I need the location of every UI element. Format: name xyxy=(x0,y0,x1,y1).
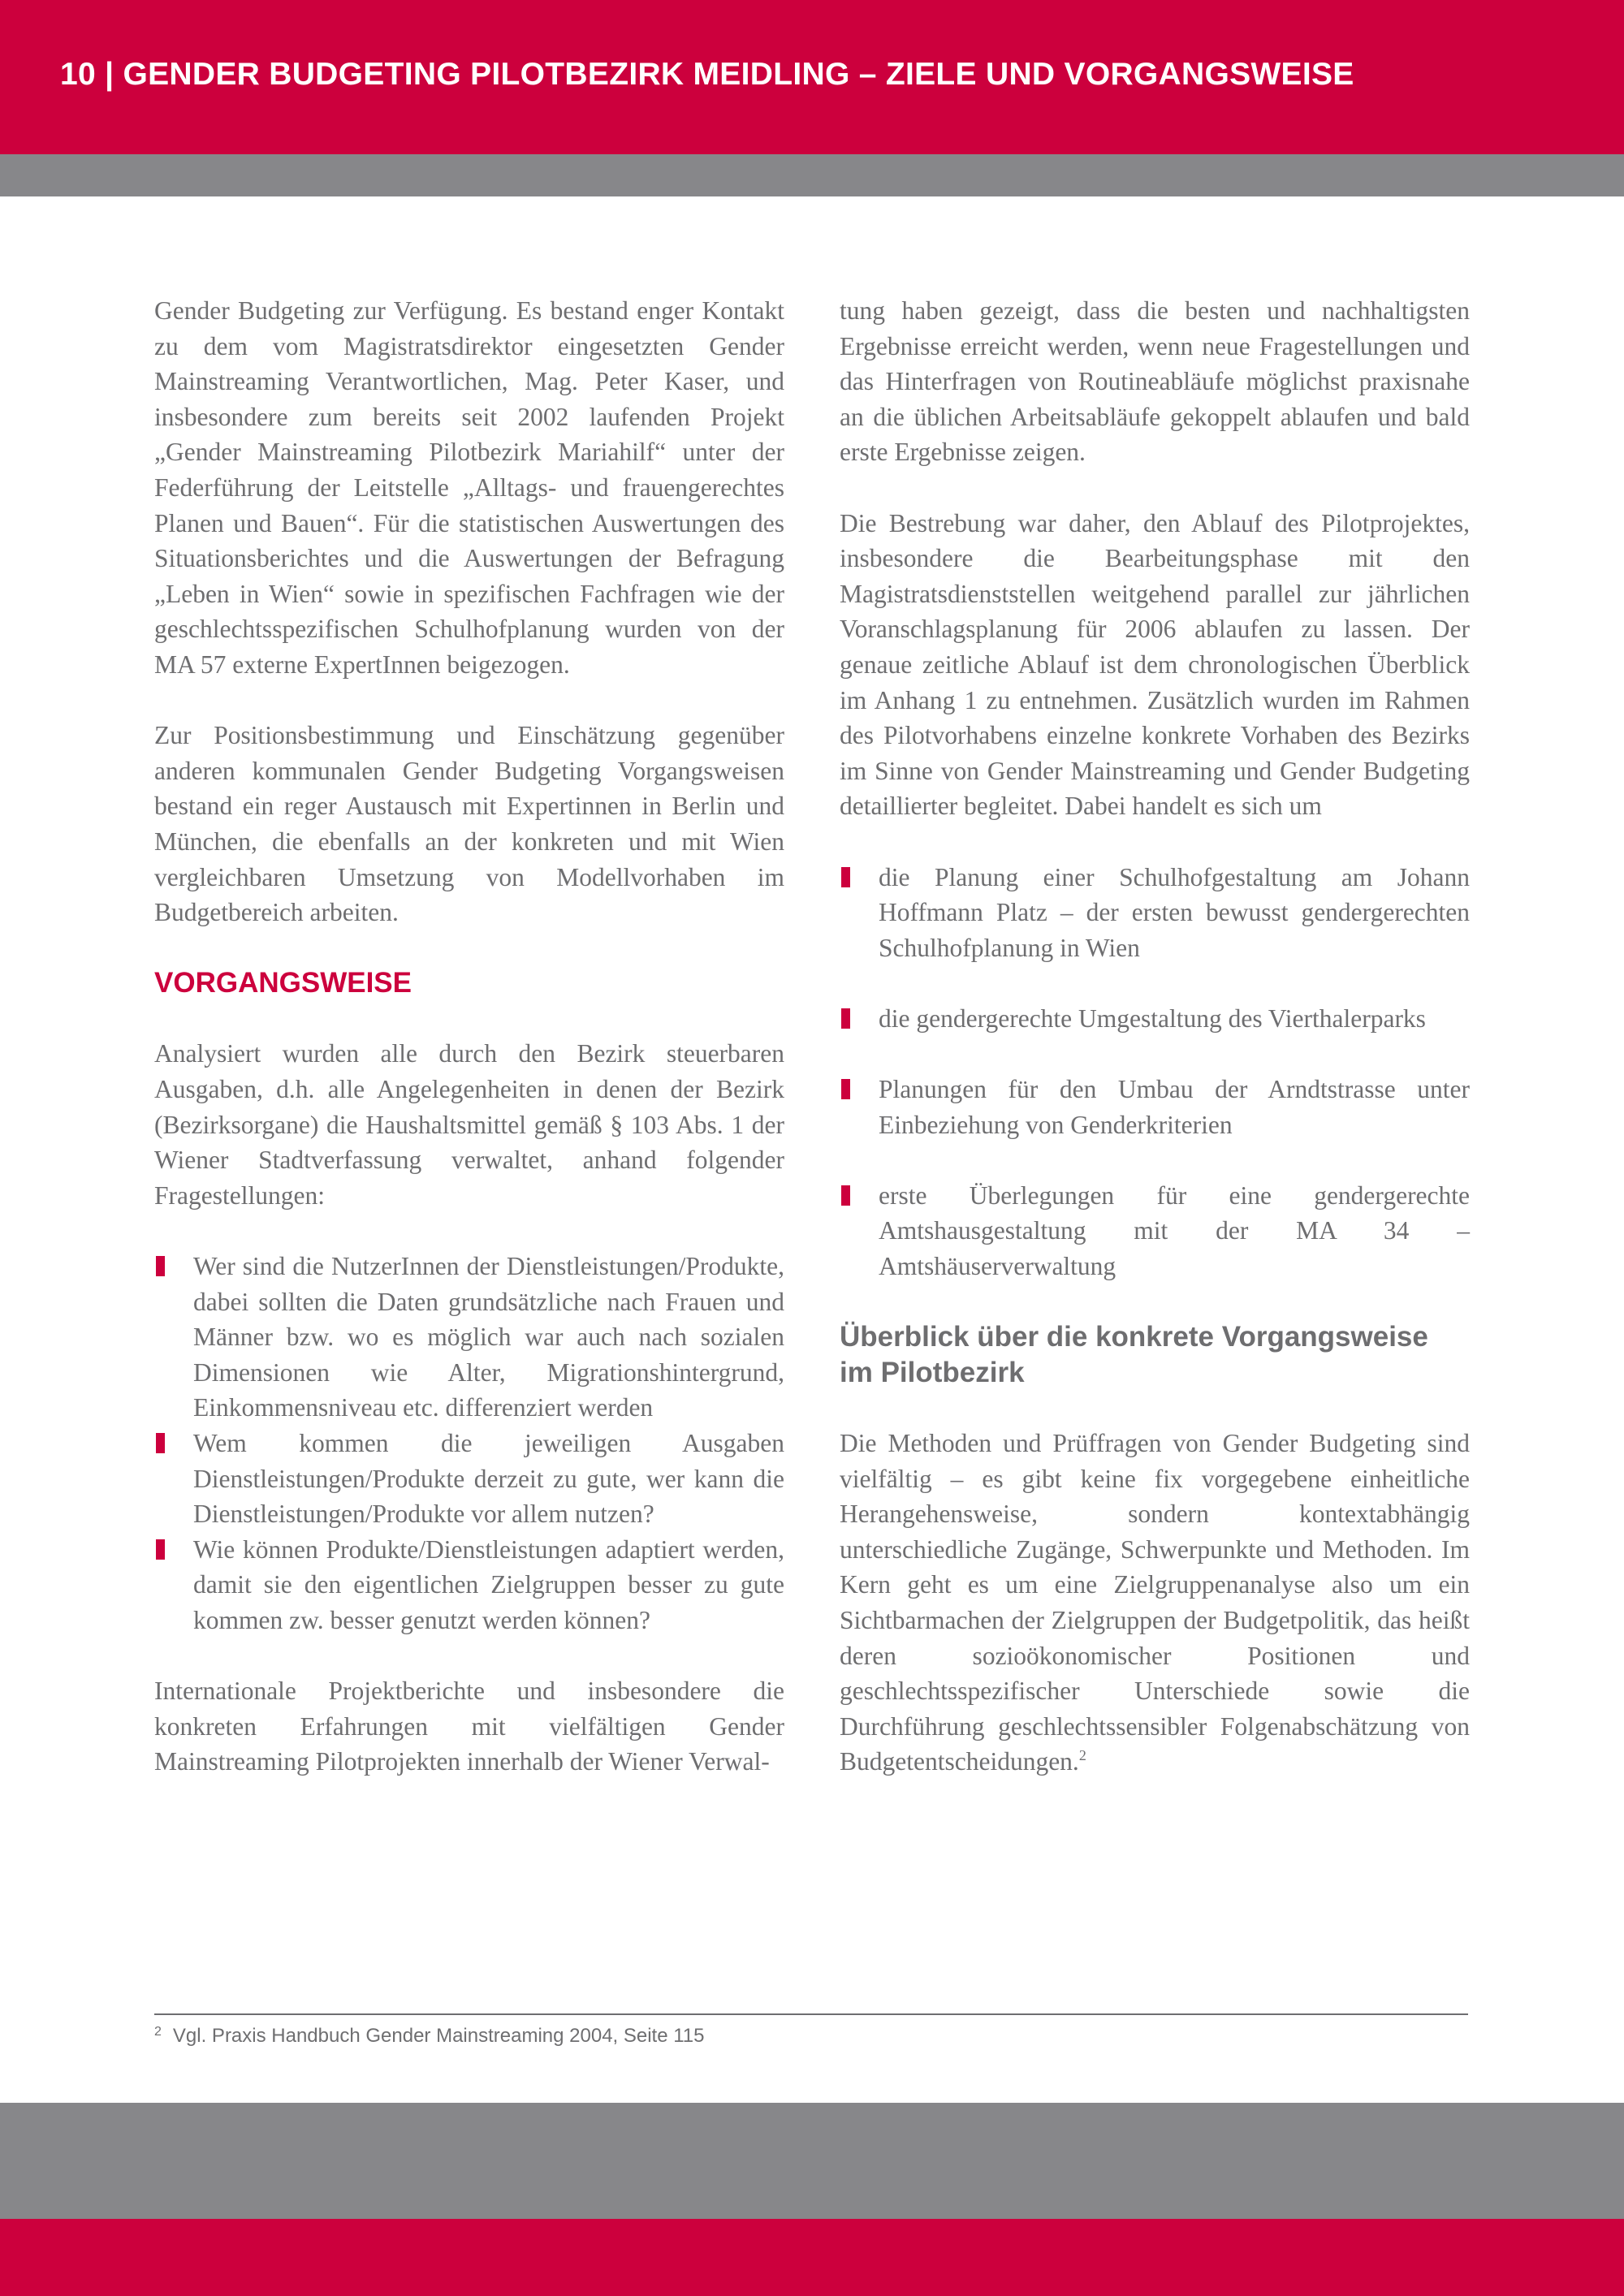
header-gray-strip xyxy=(0,154,1624,196)
left-column xyxy=(154,293,784,1815)
footnote-marker: 2 xyxy=(154,2025,162,2039)
page-header-title: 10 | GENDER BUDGETING PILOTBEZIRK MEIDLING – ZIELE UND VORGANGSWEISE xyxy=(60,57,1354,92)
subsection-heading-line-2: im Pilotbezirk xyxy=(840,1356,1025,1388)
project-item: erste Überlegungen für eine gendergerechte Amtshausgestaltung mit der MA 34 – Amtshäuserverwaltung xyxy=(840,1178,1470,1284)
subsection-heading xyxy=(840,1319,1470,1390)
footnote-text: Vgl. Praxis Handbuch Gender Mainstreaming 2004, Seite 115 xyxy=(172,2025,705,2047)
left-paragraph-2: Zur Positionsbestimmung und Einschätzung gegenüber anderen kommunalen Gender Budgeting Vorgangsweisen bestand ein reger Austausch mit Expertinnen in Berlin und München, die ebenfalls an der konkreten und mit Wien vergleichbaren Umsetzung von Modellvorhaben im Budgetbereich arbeiten. xyxy=(154,721,784,927)
project-item: Planungen für den Umbau der Arndtstrasse unter Einbeziehung von Genderkriterien xyxy=(840,1072,1470,1142)
footer-gray-band xyxy=(0,2103,1624,2219)
left-paragraph-4: Internationale Projektberichte und insbesondere die konkreten Erfahrungen mit vielfältigen Gender Mainstreaming Pilotprojekten innerhalb der Wiener Verwal- xyxy=(154,1677,784,1776)
footnote-reference: 2 xyxy=(1078,1747,1086,1764)
question-list xyxy=(154,1249,784,1638)
right-paragraph-3 xyxy=(840,1426,1470,1780)
footnote xyxy=(154,2018,1468,2050)
subsection-heading-line-1: Überblick über die konkrete Vorgangsweise xyxy=(840,1321,1428,1353)
question-item: Wer sind die NutzerInnen der Dienstleistungen/Produkte, dabei sollten die Daten grundsätzliche nach Frauen und Männer bzw. wo es möglich war auch nach sozialen Dimensionen wie Alter, Migrationshintergrund, Einkommensniveau etc. differenziert werden xyxy=(154,1249,784,1426)
section-heading-vorgangsweise: VORGANGSWEISE xyxy=(154,967,412,999)
project-list xyxy=(840,860,1470,1284)
right-paragraph-3-text: Die Methoden und Prüffragen von Gender Budgeting sind vielfältig – es gibt keine fix vorgegebene einheitliche Herangehensweise, sondern kontextabhängig unterschiedliche Zugänge, Schwerpunkte und Methoden. Im Kern geht es um eine Zielgruppenanalyse also um ein Sichtbarmachen der Zielgruppen der Budgetpolitik, das heißt deren sozioökonomischer Positionen und geschlechtsspezifischer Unterschiede sowie die Durchführung geschlechtssensibler Folgenabschätzung von Budgetentscheidungen. xyxy=(840,1429,1470,1776)
right-paragraph-2: Die Bestrebung war daher, den Ablauf des Pilotprojektes, insbesondere die Bearbeitungsphase mit den Magistratsdienststellen weitgehend parallel zur jährlichen Voranschlagsplanung für 2006 ablaufen zu lassen. Der genaue zeitliche Ablauf ist dem chronologischen Überblick im Anhang 1 zu entnehmen. Zusätzlich wurden im Rahmen des Pilotvorhabens einzelne konkrete Vorhaben des Bezirks im Sinne von Gender Mainstreaming und Gender Budgeting detaillierter begleitet. Dabei handelt es sich um xyxy=(840,508,1470,821)
left-paragraph-1: Gender Budgeting zur Verfügung. Es bestand enger Kontakt zu dem vom Magistratsdirektor eingesetzten Gender Mainstreaming Verantwortlichen, Mag. Peter Kaser, und insbesondere zum bereits seit 2002 laufenden Projekt „Gender Mainstreaming Pilotbezirk Mariahilf“ unter der Federführung der Leitstelle „Alltags- und frauengerechtes Planen und Bauen“. Für die statistischen Auswertungen des Situationsberichtes und die Auswertungen der Befragung „Leben in Wien“ sowie in spezifischen Fachfragen wie der geschlechtsspezifischen Schulhofplanung wurden von der MA 57 externe ExpertInnen beigezogen. xyxy=(154,296,784,679)
right-column xyxy=(840,293,1470,1815)
project-item: die gendergerechte Umgestaltung des Vierthalerparks xyxy=(840,1001,1470,1037)
question-item: Wem kommen die jeweiligen Ausgaben Dienstleistungen/Produkte derzeit zu gute, wer kann die Dienstleistungen/Produkte vor allem nutzen? xyxy=(154,1426,784,1532)
question-item: Wie können Produkte/Dienstleistungen adaptiert werden, damit sie den eigentlichen Zielgruppen besser zu gute kommen zw. besser genutzt werden können? xyxy=(154,1532,784,1638)
project-item: die Planung einer Schulhofgestaltung am Johann Hoffmann Platz – der ersten bewusst gendergerechten Schulhofplanung in Wien xyxy=(840,860,1470,966)
footer-red-band xyxy=(0,2219,1624,2296)
right-paragraph-1: tung haben gezeigt, dass die besten und nachhaltigsten Ergebnisse erreicht werden, wenn neue Fragestellungen und das Hinterfragen von Routineabläufe möglichst praxisnahe an die üblichen Arbeitsabläufe gekoppelt ablaufen und bald erste Ergebnisse zeigen. xyxy=(840,296,1470,467)
footnote-divider xyxy=(154,2013,1468,2015)
left-paragraph-3: Analysiert wurden alle durch den Bezirk steuerbaren Ausgaben, d.h. alle Angelegenheiten in denen der Bezirk (Bezirksorgane) die Haushaltsmittel gemäß § 103 Abs. 1 der Wiener Stadtverfassung verwaltet, anhand folgender Fragestellungen: xyxy=(154,1039,784,1210)
